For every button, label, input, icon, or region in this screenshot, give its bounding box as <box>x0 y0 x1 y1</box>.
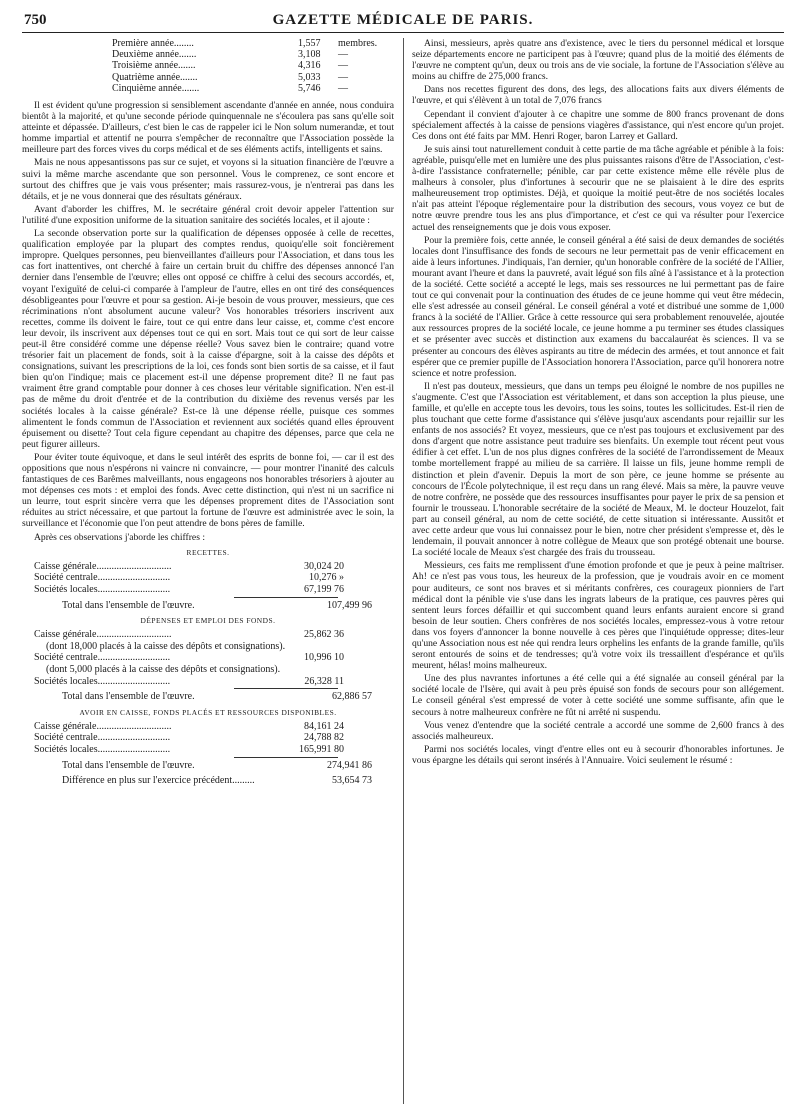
columns <box>22 38 784 1104</box>
journal-title: GAZETTE MÉDICALE DE PARIS. <box>272 12 534 28</box>
right-paragraph: Il n'est pas douteux, messieurs, que dans un temps peu éloigné le nombre de nos pupilles ne s'augmente. C'est que l'Association est véritablement, et dans son acception la plus pieuse, une famille, et qu'elle en accepte tous les devoirs, tous les soins, toutes les sollicitudes. Est-il rien de plus touchant que cette forme d'assistance qui s'élève jusqu'aux ascendants pour rejaillir sur les enfants de nos associés? Et voyez, messieurs, que ce n'est pas toujours et exclusivement par des dons d'argent que notre assistance peut traduire ses bienfaits. Un exemple tout récent peut vous édifier à cet effet. L'un de nos plus dignes confrères de la société de l'arrondissement de Meaux tombe mortellement frappé au milieu de sa carrière. Il laisse un fils, jeune homme rempli de distinction et plein d'avenir. Depuis la mort de son père, ce jeune homme se présente au concours de l'École polytechnique, il est reçu dans un rang élevé. Mais sa mère, la pauvre veuve de notre confrère, ne possède que des ressources insuffisantes pour payer le prix de sa pension et fournir le trousseau. L'honorable secrétaire de la société de Meaux, M. le docteur Houzelot, fait part au conseil général, au nom de cette société, de cette situation si intéressante. Aussitôt et avec cette ardeur que vous lui connaissez pour le bien, notre cher président s'empresse et, dès le lendemain, il pouvait annoncer à notre collègue de Meaux que son protégé obtenait une bourse. La société locale de Meaux s'est chargée des frais du trousseau. <box>412 380 784 559</box>
members-year-row: Cinquième année....... 5,746 — <box>112 82 348 94</box>
table-row: Société centrale............................. 10,276 » <box>34 572 344 584</box>
table-row: Sociétés locales............................. 67,199 76 <box>34 583 344 595</box>
right-paragraph: Vous venez d'entendre que la société centrale a accordé une somme de 2,600 francs à des associés malheureux. <box>412 719 784 742</box>
divider <box>234 757 338 758</box>
recettes-heading: RECETTES. <box>186 547 230 557</box>
total-row: Total dans l'ensemble de l'œuvre. 274,941 86 <box>62 759 372 771</box>
divider <box>234 597 338 598</box>
members-year-row: Deuxième année....... 3,108 — <box>112 49 348 61</box>
left-paragraph: Mais ne nous appesantissons pas sur ce sujet, et voyons si la situation financière de l'œuvre a suivi la même marche ascendante que son personnel. Vous le comprenez, ce sont encore et surtout des chiffres que je vais vous présenter; mais rassurez-vous, je n'entrerai pas dans les détails, et je ne vous donnerai que des résultats généraux. <box>22 157 394 202</box>
left-paragraph: La seconde observation porte sur la qualification de dépenses opposée à celle de recettes, qualification employée par la plupart des comptes rendus, quoiqu'elle soit foncièrement impropre. Quelques personnes, peu bienveillantes d'ailleurs pour l'Association, et dans tous les cas fort inattentives, ont cherché à faire un certain bruit du chiffre des dépenses annoncé l'an dernier dans l'ensemble de l'œuvre; elles ont opposé ce chiffre à celui des secours accordés, et, voyant l'exiguïté de celui-ci comparée à l'ampleur de l'autre, elles en ont tiré des conséquences désobligeantes pour l'œuvre et pour sa gestion. Ai-je besoin de vous prouver, messieurs, que ces récriminations n'ont absolument aucune valeur? Vos honorables trésoriers inscrivent aux recettes, comme ils doivent le faire, tout ce qui entre dans leur caisse, et, comme c'est encore leur devoir, ils inscrivent aux dépenses tout ce qui en sort. Mais tout ce qui sort de leur caisse peut-il être considéré comme une dépense réelle? Vous savez bien le contraire; quand votre trésorier fait un placement de fonds, soit à la caisse d'épargne, soit à la caisse des dépôts et consignations, suivant les prescriptions de la loi, ces fonds sont bien sortis de sa caisse, et il faut bien qu'on l'indique; mais ce placement est-il une dépense proprement dite? Il ne faut pas vraiment être grand comptable pour donner à ces choses leur véritable signification. N'en est-il pas de même du droit d'entrée et de la contribution du dixième des revenus versés par les sociétés locales à la caisse générale? Est-ce là une dépense réelle, puisque ces sommes alimentent le fonds commun de l'Association et reviennent aux sociétés quand elles éprouvent épuisement ou disette? Tout cela figure cependant au chapitre des dépenses, parce que cela ne peut figurer ailleurs. <box>22 228 394 450</box>
page <box>22 8 784 1104</box>
left-paragraph: Il est évident qu'une progression si sensiblement ascendante d'année en année, nous conduira bientôt à la majorité, et qu'une seconde période quinquennale ne s'écoulera pas sans qu'elle soit atteinte et dépassée. D'ailleurs, c'est bien le cas de rappeler ici le Non solum numerandæ, et tout homme impartial et attentif ne pourra s'empêcher de reconnaître que l'Association possède la meilleure part des forces vives du corps médical et de ses éléments actifs, intelligents et sains. <box>22 100 394 156</box>
total-row: Total dans l'ensemble de l'œuvre. 62,886 57 <box>62 691 372 703</box>
table-row: (dont 5,000 placés à la caisse des dépôts et consignations). <box>46 664 281 676</box>
right-paragraph: Dans nos recettes figurent des dons, des legs, des allocations faits aux divers éléments de l'œuvre, et qui s'élèvent à un total de 7,076 francs <box>412 84 784 107</box>
right-paragraph: Je suis ainsi tout naturellement conduit à cette partie de ma tâche agréable et pénible à la fois: agréable, puisqu'elle met en lumière une des plus puissantes raisons d'être de l'Association, c'est-à-dire l'assistance confraternelle; pénible, car par cette existence même elle révèle plus de malheurs à consoler, plus d'infortunes à secourir que ne se plaisaient à le dire des esprits malheureusement trop optimistes. Déjà, et quoique la moitié peut-être de nos sociétés locales n'ait pas atteint l'époque réglementaire pour la distribution des secours, vous voyez ce but de notre œuvre prendre tous les ans plus d'importance, et c'est ce qui va résulter pour l'exercice actuel des renseignements que je dois vous exposer. <box>412 143 784 233</box>
difference-row: Différence en plus sur l'exercice précédent......... 53,654 73 <box>62 775 372 787</box>
right-paragraph: Messieurs, ces faits me remplissent d'une émotion profonde et que je peux à peine maîtriser. Ah! ce n'est pas vous tous, les heureux de la profession, que je voudrais avoir en ce moment pour auditeurs, ce sont nos braves et si méritants confrères, ces courageux pionniers de l'art médical dont la pénible vie s'use dans les ingrats labeurs de la pratique, ces pauvres pères qui sentent leurs forces défaillir et qui succombent quand leurs enfants auraient encore si grand besoin de leur soutien. Chers confrères de nos sociétés locales, empressez-vous à votre retour dans vos foyers d'annoncer la bonne nouvelle à ces pères que l'inquiétude oppresse; dites-leur qu'une Association nous est née qui rendra leurs orphelins les enfants de la grande famille, qu'ils seront entourés de soins et de tendresses; qu'à votre voix ils tressaillent d'espérance et qu'ils meurent, hélas! moins malheureux. <box>412 560 784 672</box>
right-paragraph: Cependant il convient d'ajouter à ce chapitre une somme de 800 francs provenant de dons spécialement affectés à la caisse de pensions viagères d'assistance, qui n'est encore qu'un projet. Ces dons ont été faits par MM. Henri Roger, baron Larrey et Gallard. <box>412 108 784 142</box>
table-row: Société centrale............................. 24,788 82 <box>34 732 344 744</box>
left-paragraph: Après ces observations j'aborde les chiffres : <box>34 531 205 543</box>
members-year-row: Troisième année....... 4,316 — <box>112 60 348 72</box>
avoir-table <box>22 707 394 787</box>
right-paragraph: Ainsi, messieurs, après quatre ans d'existence, avec le tiers du personnel médical et lorsque seize départements encore ne participent pas à l'œuvre; quand plus de la moitié des éléments de l'œuvre ne comptent qu'un, deux ou trois ans de vie sociale, la fortune de l'Association s'élève au moins au chiffre de 275,000 francs. <box>412 38 784 83</box>
right-paragraph: Pour la première fois, cette année, le conseil général a été saisi de deux demandes de sociétés locales dont l'insuffisance des fonds de secours ne leur permettait pas de venir efficacement en aide à leurs infortunes. J'indiquais, l'an dernier, qu'un honorable confrère de la société de l'Allier, mourant avant l'heure et dans la pauvreté, avait légué son fils aîné à l'assistance et à la protection de la société. Cette société a accepté le legs, mais ses ressources ne lui permettant pas de faire tout ce qui convenait pour la continuation des études de ce jeune homme qui veut être médecin, elle s'est adressée au conseil général. Le conseil général a voté et distribué une somme de 1,000 francs à la société de l'Allier. Grâce à cette ressource qui sera probablement renouvelée, ajoutée aux ressources propres de la société locale, ce jeune homme a pu terminer ses études classiques et se présenter avec succès et distinction aux examens du baccalauréat ès sciences. Il va se présenter au concours des élèves aspirants au titre de médecin des armées, et tout annonce et fait espérer que ce premier pupille de l'Association honorera l'Association, parce qu'il honorera notre science et notre profession. <box>412 234 784 379</box>
divider <box>234 688 338 689</box>
page-number: 750 <box>24 12 47 28</box>
right-column <box>412 38 784 768</box>
depenses-table <box>22 615 394 703</box>
left-paragraph: Pour éviter toute équivoque, et dans le seul intérêt des esprits de bonne foi, — car il est des oppositions que nous n'espérons ni vaincre ni convaincre, — pour montrer l'inanité des calculs fantastiques de ces Barêmes malveillants, nous engageons nos honorables trésoriers à ajouter au mot dépenses ces mots : et emploi des fonds. Avec cette distinction, qui n'est ni un sacrifice ni un leurre, tout esprit sincère verra que les dépenses proprement dites de l'Association sont réduites au strict nécessaire, et que partout la fortune de l'œuvre est administrée avec le soin, la surveillance et l'économie que l'on peut attendre de bons pères de famille. <box>22 451 394 530</box>
right-paragraph: Une des plus navrantes infortunes a été celle qui a été signalée au conseil général par la société locale de l'Isère, qui avait à peu près épuisé son fonds de secours pour son allégement. Le conseil général s'est empressé de voter à cette société une somme suffisante, afin que le secours à notre malheureux confrère ne fût ni arrêté ni suspendu. <box>412 673 784 718</box>
members-by-year-list <box>22 38 394 94</box>
left-column <box>22 38 394 791</box>
members-year-row: Quatrième année....... 5,033 — <box>112 71 348 83</box>
avoir-heading: AVOIR EN CAISSE, FONDS PLACÉS ET RESSOURCES DISPONIBLES. <box>79 707 337 717</box>
right-paragraph: Parmi nos sociétés locales, vingt d'entre elles ont eu à secourir d'honorables infortunes. Je vous épargne les détails qui seront insérés à l'Annuaire. Voici seulement le résumé : <box>412 743 784 766</box>
depenses-heading: DÉPENSES ET EMPLOI DES FONDS. <box>140 616 276 626</box>
table-row: Caisse générale.............................. 25,862 36 <box>34 629 344 641</box>
page-header <box>22 8 784 33</box>
total-row: Total dans l'ensemble de l'œuvre. 107,499 96 <box>62 599 372 611</box>
table-row: Caisse générale.............................. 84,161 24 <box>34 720 344 732</box>
table-row: Sociétés locales............................. 26,328 11 <box>34 675 344 687</box>
members-year-row: Première année........ 1,557 membres. <box>112 38 378 49</box>
table-row: Société centrale............................. 10,996 10 <box>34 652 344 664</box>
left-paragraph: Avant d'aborder les chiffres, M. le secrétaire général croit devoir appeler l'attention sur l'utilité d'une exposition uniforme de la situation sanitaire des sociétés locales, et il ajoute : <box>22 203 394 226</box>
table-row: Sociétés locales............................. 165,991 80 <box>34 744 344 756</box>
column-divider <box>403 38 404 1104</box>
recettes-table <box>22 547 394 611</box>
table-row: Caisse générale.............................. 30,024 20 <box>34 560 344 572</box>
table-row: (dont 18,000 placés à la caisse des dépôts et consignations). <box>46 640 286 652</box>
